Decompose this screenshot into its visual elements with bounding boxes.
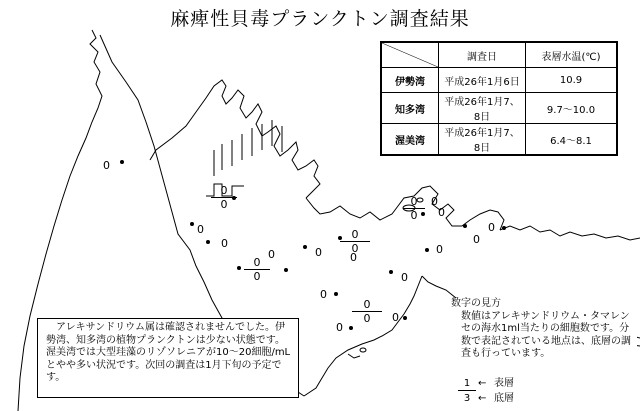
surface-value: 0	[244, 257, 270, 270]
nagoya-port-coastline	[150, 80, 320, 198]
surface-value: 0	[352, 299, 382, 312]
station-value: 0	[103, 159, 110, 172]
station-layered	[211, 185, 237, 210]
station-value: 0	[350, 251, 357, 264]
bottom-value: 0	[351, 242, 359, 255]
date-cell: 平成26年1月7、8日	[439, 93, 526, 124]
station-layered	[340, 229, 370, 254]
bottom-value: 0	[253, 270, 261, 283]
station-dot	[389, 270, 393, 274]
station-value: 0	[473, 233, 480, 246]
table-row	[381, 124, 617, 156]
station-value: 0	[392, 311, 399, 324]
temp-cell: 10.9	[526, 68, 618, 93]
station-dot	[237, 266, 241, 270]
station-dot	[463, 224, 467, 228]
arrow-left-icon: ←	[478, 378, 487, 389]
station-value: 0	[336, 321, 343, 334]
legend-description: 数値はアレキサンドリウム・タマレンセの海水1ml当たりの細胞数です。分数で表記されている地点は、底層の調査も行っています。	[461, 310, 631, 360]
arrow-left-icon: ←	[478, 393, 487, 404]
station-dot	[190, 222, 194, 226]
station-value: 0	[320, 288, 327, 301]
surface-value: 0	[211, 185, 237, 198]
station-layered	[403, 196, 425, 221]
legend	[451, 298, 637, 361]
station-value: 0	[221, 237, 228, 250]
legend-surface-label: 表層	[494, 378, 514, 389]
station-value: 0	[438, 206, 445, 219]
date-cell: 平成26年1月7、8日	[439, 124, 526, 156]
note-box: アレキサンドリウム属は確認されませんでした。伊勢湾、知多湾の植物プランクトンは少ない状態です。渥美湾では大型珪藻のリゾソレニアが10～20細胞/mLとやや多い状況です。次回の調査は1月下旬の予定です。	[37, 318, 299, 398]
row-header: 知多湾	[381, 93, 439, 124]
table-header-row	[381, 42, 617, 68]
temperature-table	[380, 41, 618, 156]
legend-bottom-label: 底層	[494, 393, 514, 404]
station-layered	[352, 299, 382, 324]
station-dot	[303, 245, 307, 249]
table-row	[381, 93, 617, 124]
table-corner-cell	[381, 42, 439, 68]
station-dot	[120, 160, 124, 164]
station-value: 0	[488, 221, 495, 234]
station-dot	[403, 316, 407, 320]
temp-cell: 6.4～8.1	[526, 124, 618, 156]
station-dot	[349, 326, 353, 330]
page-title: 麻痺性貝毒プランクトン調査結果	[170, 8, 470, 30]
legend-title: 数字の見方	[451, 298, 501, 309]
atsumi-north-coastline	[500, 226, 640, 240]
column-header-temp: 表層水温(℃)	[526, 42, 618, 68]
row-header: 渥美湾	[381, 124, 439, 156]
row-header: 伊勢湾	[381, 68, 439, 93]
bottom-value: 0	[410, 209, 418, 222]
station-value: 0	[401, 271, 408, 284]
legend-surface-value: 1	[458, 378, 476, 391]
surface-value: 0	[340, 229, 370, 242]
date-cell: 平成26年1月6日	[439, 68, 526, 93]
bottom-value: 0	[220, 198, 228, 211]
table-row	[381, 68, 617, 93]
station-value: 0	[431, 195, 438, 208]
station-dot	[206, 240, 210, 244]
temp-cell: 9.7～10.0	[526, 93, 618, 124]
column-header-date: 調査日	[439, 42, 526, 68]
station-dot	[425, 248, 429, 252]
station-value: 0	[436, 243, 443, 256]
surface-value: 0	[403, 196, 425, 209]
station-layered	[244, 257, 270, 282]
station-value: 0	[315, 246, 322, 259]
station-dot	[284, 268, 288, 272]
bottom-value: 0	[363, 312, 371, 325]
station-value: 0	[197, 223, 204, 236]
station-dot	[502, 226, 506, 230]
station-value: 0	[268, 248, 275, 261]
station-dot	[334, 292, 338, 296]
legend-bottom-value: 3	[463, 393, 471, 404]
